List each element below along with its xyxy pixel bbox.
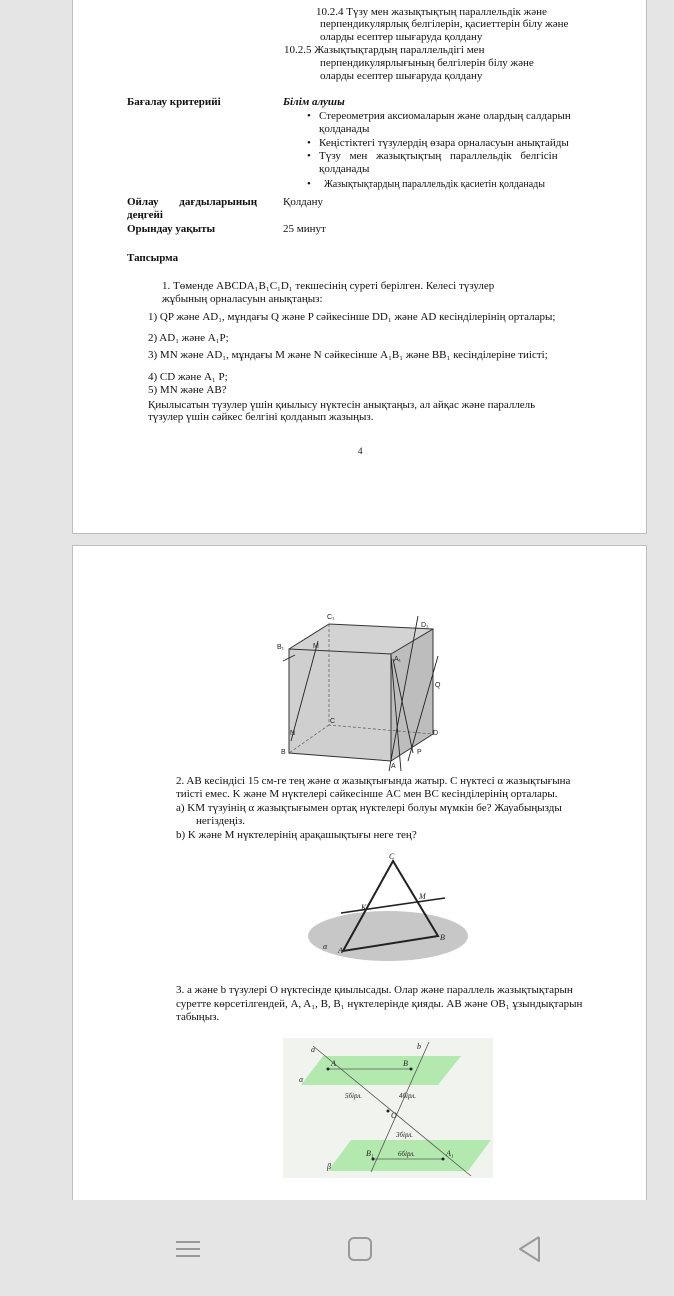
- label-p: P: [417, 749, 422, 756]
- task1-item-1: 1) QP және AD₁, мұндағы Q және P сәйкесінше DD₁ және AD кесінділерінің орталары;: [148, 311, 556, 323]
- point-a: [327, 1068, 330, 1071]
- subtopic-2-line2: перпендикулярлығының белгілерін білу және: [320, 57, 534, 69]
- parallel-planes-figure: [283, 1038, 493, 1178]
- label-d1: D₁: [421, 622, 429, 629]
- bullet-4: •: [307, 178, 311, 190]
- planes-label-5: 5бірл.: [345, 1092, 363, 1100]
- tri-label-m: M: [419, 892, 426, 901]
- subtopic-1-line1: 10.2.4 Түзу мен жазықтықтың параллельдік және: [316, 6, 547, 18]
- task1-item-4: 4) CD және A₁ P;: [148, 371, 228, 383]
- planes-label-b: b: [417, 1042, 421, 1051]
- page-number: 4: [358, 446, 363, 456]
- cube-front-face: [289, 649, 391, 761]
- subtopic-1-line2: перпендикулярлық белгілерін, қасиеттерін білу және: [320, 18, 569, 30]
- planes-label-3: 3бірл.: [396, 1131, 414, 1139]
- task1-item-3: 3) MN және AD₁, мұндағы M және N сәйкесінше A₁B₁ және BB₁ кесінділеріне тиісті;: [148, 349, 548, 361]
- subtopic-2-line3: оларды есептер шығаруда қолдану: [320, 70, 483, 82]
- task-heading: Тапсырма: [127, 252, 179, 264]
- label-b: B: [281, 749, 286, 756]
- task2-a-line1: а) KM түзуінің α жазықтығымен ортақ нүктелері болуы мүмкін бе? Жауабыңызды: [176, 802, 562, 814]
- criterion-3-line1: Түзу мен жазықтықтың параллельдік белгісін: [319, 150, 558, 162]
- label-a: A: [391, 763, 396, 770]
- triangle-figure: [303, 851, 473, 971]
- home-icon[interactable]: [345, 1234, 375, 1264]
- tri-label-a: A: [338, 946, 343, 955]
- planes-label-o: O: [391, 1111, 397, 1120]
- planes-label-alpha: α: [299, 1075, 304, 1084]
- bullet-2: •: [307, 137, 311, 149]
- back-icon[interactable]: [515, 1234, 545, 1264]
- cube-figure: [273, 611, 453, 771]
- task1-item-5: 5) MN және AB?: [148, 384, 227, 396]
- task2-a-line2: негіздеңіз.: [196, 815, 246, 827]
- point-a1: [442, 1158, 445, 1161]
- criteria-label: Бағалау критерийі: [127, 96, 221, 108]
- task1-line1: 1. Төменде ABCDA₁B₁C₁D₁ текшесінің суреті берілген. Келесі түзулер: [162, 280, 495, 292]
- planes-label-a: a: [311, 1045, 315, 1054]
- time-label: Орындау уақыты: [127, 223, 216, 235]
- tri-label-b: B: [440, 933, 445, 942]
- subtopic-1-line3: оларды есептер шығаруда қолдану: [320, 31, 483, 43]
- task3-line1: 3. a және b түзулері O нүктесінде қиылысады. Олар және параллель жазықтықтарын: [176, 984, 573, 996]
- line-km: [341, 898, 445, 913]
- label-c1: C₁: [327, 614, 335, 621]
- task2-line1: 2. AB кесіндісі 15 см-ге тең және α жазықтығында жатыр. C нүктесі α жазықтығына: [176, 775, 571, 787]
- label-q: Q: [435, 682, 441, 689]
- planes-label-4: 4бірл.: [399, 1092, 417, 1100]
- label-a1: A₁: [394, 656, 402, 663]
- task2-line2: тиісті емес. K және M нүктелері сәйкесінше AC мен BC кесінділерінің орталары.: [176, 788, 558, 800]
- tri-label-c: C: [389, 852, 395, 861]
- bullet-1: •: [307, 110, 311, 122]
- criterion-1-line2: қолданады: [319, 123, 370, 135]
- thinking-label-1: Ойлау дағдыларының: [127, 196, 258, 208]
- criterion-1-line1: Стереометрия аксиомаларын және олардың салдарын: [319, 110, 571, 122]
- subtopic-2-line1: 10.2.5 Жазықтықтардың параллельдігі мен: [284, 44, 485, 56]
- recents-icon[interactable]: [173, 1234, 203, 1264]
- point-b: [410, 1068, 413, 1071]
- task1-line2: жұбының орналасуын анықтаңыз:: [162, 293, 323, 305]
- task3-line2: суретте көрсетілгендей, A, A₁, B, B₁ нүктелерінде қияды. AB және OB₁ ұзындықтарын: [176, 998, 583, 1010]
- label-d: D: [433, 730, 439, 737]
- time-value: 25 минут: [283, 223, 326, 235]
- label-m: M: [313, 643, 319, 650]
- criterion-3-line2: қолданады: [319, 163, 370, 175]
- task1-footer-line1: Қиылысатын түзулер үшін қиылысу нүктесін анықтаңыз, ал айқас және параллель: [148, 399, 536, 411]
- label-n: N: [290, 730, 296, 737]
- task1-footer-line2: түзулер үшін сәйкес белгіні қолданып жазыңыз.: [148, 411, 374, 423]
- thinking-value: Қолдану: [283, 196, 324, 208]
- planes-label-6: 6бірл.: [398, 1150, 416, 1158]
- label-b1: B₁: [277, 644, 285, 651]
- planes-label-beta: β: [327, 1162, 331, 1171]
- task2-b: b) K және M нүктелерінің арақашықтығы неге тең?: [176, 829, 417, 841]
- document-page-2: [72, 545, 647, 1210]
- thinking-label-2: деңгейі: [127, 209, 163, 221]
- navigation-bar: [0, 1200, 674, 1296]
- bullet-3: •: [307, 150, 311, 162]
- criterion-4-line1: Жазықтықтардың параллельдік қасиетін қолданады: [324, 179, 545, 190]
- label-c: C: [330, 718, 336, 725]
- planes-label-b1: B₁: [366, 1149, 374, 1158]
- task3-line3: табыңыз.: [176, 1011, 220, 1023]
- tri-label-alpha: α: [323, 942, 328, 951]
- criterion-2-line1: Кеңістіктегі түзулердің өзара орналасуын анықтайды: [319, 137, 569, 149]
- task1-item-2: 2) AD₁ және A₁P;: [148, 332, 229, 344]
- point-o: [387, 1110, 390, 1113]
- tri-label-k: K: [361, 903, 367, 912]
- planes-label-point-b: B: [403, 1059, 408, 1068]
- planes-label-a1: A₁: [446, 1149, 454, 1158]
- document-page-1: [72, 0, 647, 534]
- plane-alpha: [301, 1056, 461, 1085]
- criteria-heading: Білім алушы: [283, 96, 345, 108]
- planes-label-point-a: A: [331, 1059, 336, 1068]
